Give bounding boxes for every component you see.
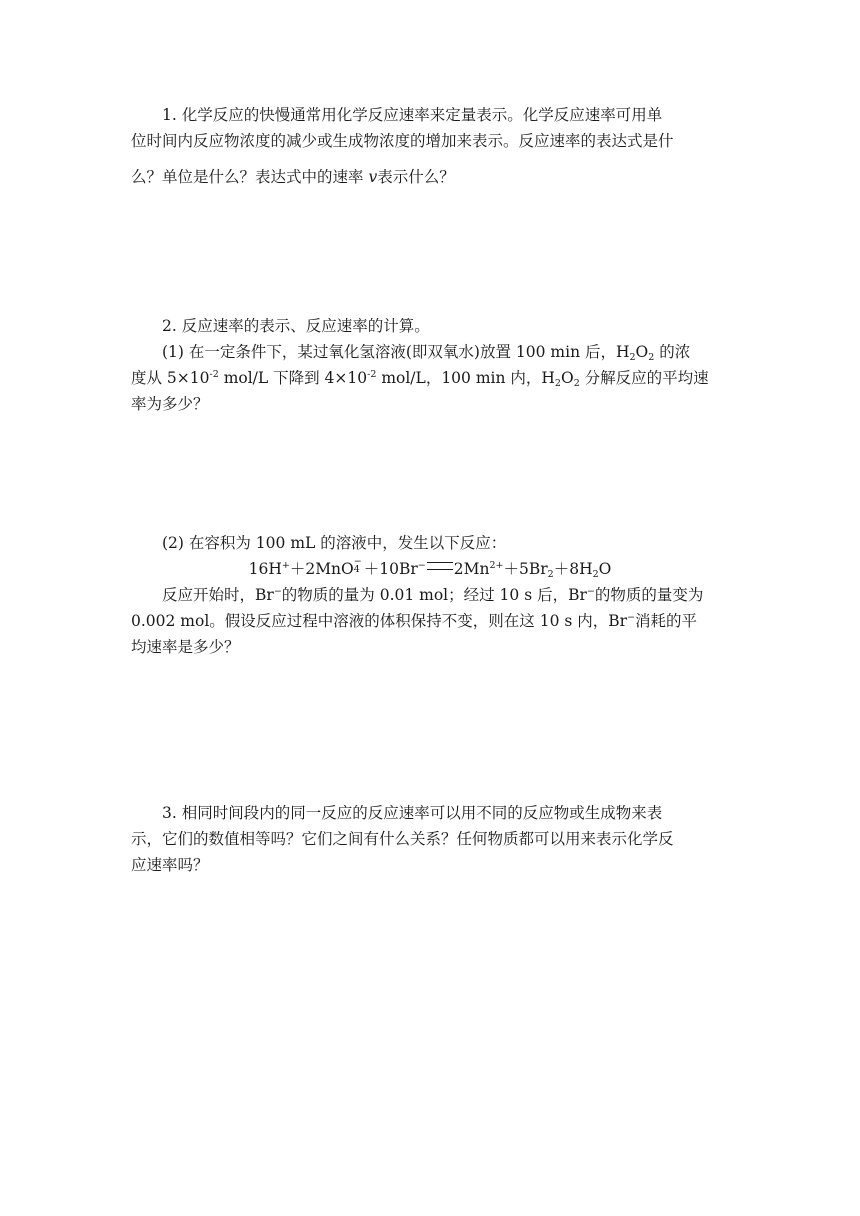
part-1-line-2: 度从 $5\times 10^{-2}$ mol/L 下降到 $4\times 10^{-2}$ mol/L，100 min 内，$H_2O_2$ 分解反应的平均速 <box>131 369 709 389</box>
question-3-line-2: 示，它们的数值相等吗？它们之间有什么关系？任何物质都可以用来表示化学反 <box>131 830 674 848</box>
part-2-line-1: 反应开始时，Br−的物质的量为 0.01 mol；经过 10 s 后，Br−的物质的量变为 <box>162 586 704 604</box>
part-1-line-1: (1) 在一定条件下，某过氧化氢溶液(即双氧水)放置 100 min 后，$H_2O_2$ 的浓 <box>162 343 691 363</box>
question-1-line-3: 么？单位是什么？表达式中的速率 v表示什么？ <box>131 168 455 186</box>
question-1-line-2: 位时间内反应物浓度的减少或生成物浓度的增加来表示。反应速率的表达式是什 <box>131 132 674 150</box>
question-2-part-2 <box>131 530 731 556</box>
equals-sign <box>427 562 453 570</box>
question-2 <box>131 313 731 339</box>
question-3-line-1: 3. 相同时间段内的同一反应的反应速率可以用不同的反应物或生成物来表 <box>162 804 663 822</box>
question-2-title: 2. 反应速率的表示、反应速率的计算。 <box>162 317 430 335</box>
question-1-line-1: 1. 化学反应的快慢通常用化学反应速率来定量表示。化学反应速率可用单 <box>162 106 663 124</box>
part-2-line-3: 均速率是多少？ <box>131 638 240 656</box>
reaction-equation: 16H+＋2MnO − 4 ＋10Br− $2Mn^{2+}+5Br_2+8H_2O$ <box>248 556 612 580</box>
question-1 <box>131 102 731 190</box>
question-2-part-2-body <box>131 582 731 660</box>
part-1-line-3: 率为多少？ <box>131 395 209 413</box>
question-2-part-1 <box>131 339 731 417</box>
question-3 <box>131 800 731 878</box>
part-2-line-2: 0.002 mol。假设反应过程中溶液的体积保持不变，则在这 10 s 内，Br−消耗的平 <box>131 612 698 630</box>
question-3-line-3: 应速率吗？ <box>131 856 209 874</box>
part-2-intro: (2) 在容积为 100 mL 的溶液中，发生以下反应： <box>162 534 507 552</box>
rate-symbol-v: v <box>368 168 378 186</box>
